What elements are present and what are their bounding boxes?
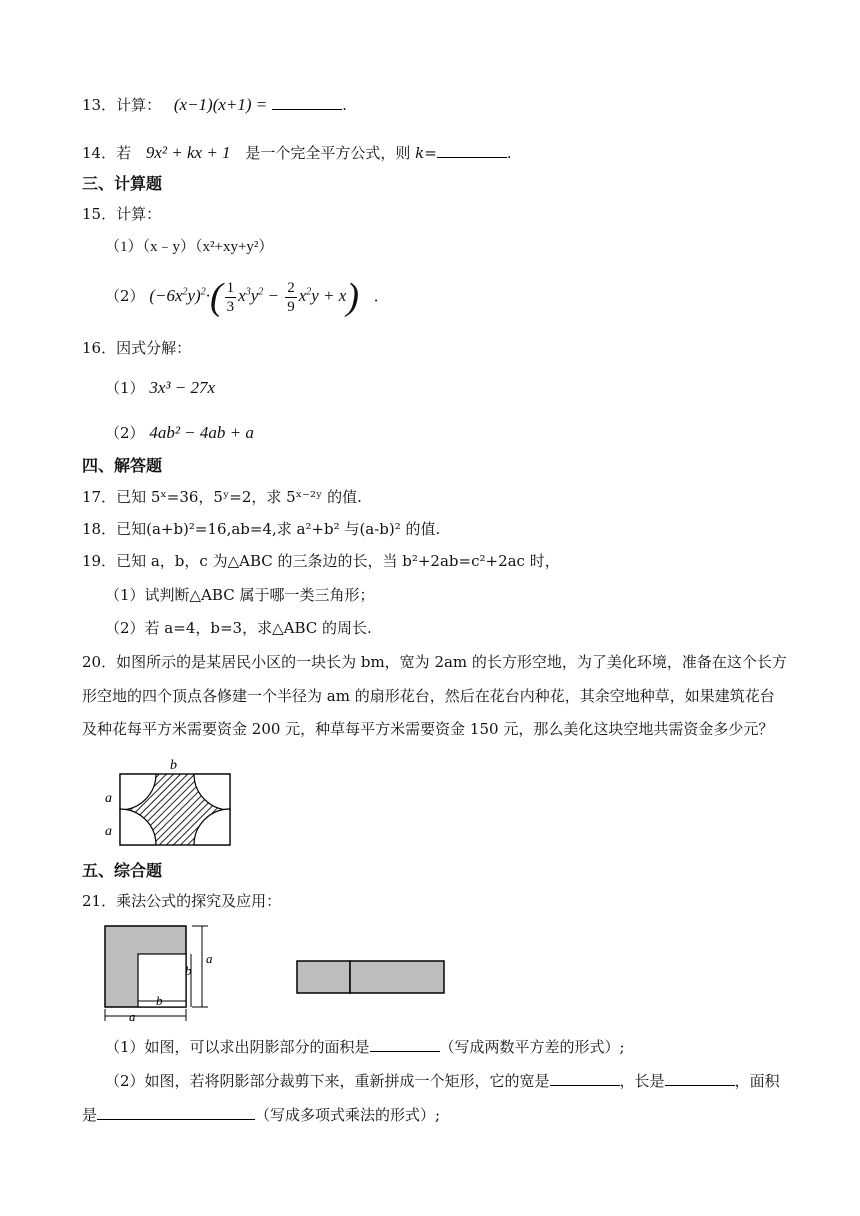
- question-13: [82, 94, 347, 115]
- section-4-title: 四、解答题: [82, 456, 163, 475]
- q16-part2: [105, 423, 254, 443]
- q16-part2-label: （2）: [105, 424, 145, 442]
- q20-line1: 20．如图所示的是某居民小区的一块长为 bm，宽为 2am 的长方形空地，为了美化环境，准备在这个长方: [82, 653, 787, 671]
- q15-part2-label: （2）: [105, 287, 145, 305]
- q13-answer-blank[interactable]: [272, 94, 342, 110]
- q21-part2-length-text: ，长是: [619, 1072, 665, 1090]
- question-14: [82, 142, 512, 163]
- section-5-title: 五、综合题: [82, 861, 163, 880]
- q14-label: 14．若: [82, 144, 132, 162]
- q21-figures: [100, 920, 450, 1023]
- q19-part1: （1）试判断△ABC 属于哪一类三角形；: [105, 586, 375, 604]
- q14-answer-blank[interactable]: [437, 142, 507, 158]
- q21-rect-left-part: [297, 961, 350, 993]
- q21-width-blank[interactable]: [550, 1070, 620, 1086]
- q20-rectangle-figure: [100, 755, 235, 850]
- section-3-title: 三、计算题: [82, 174, 163, 193]
- q21-part1: [105, 1036, 625, 1057]
- q21-fig-label-a-bottom: a: [129, 1009, 136, 1023]
- q21-fig-label-b-bottom: b: [156, 993, 163, 1008]
- q20-line2: 形空地的四个顶点各修建一个半径为 am 的扇形花台，然后在花台内种花，其余空地种草，如果建筑花台: [82, 687, 775, 705]
- q21-part2: [105, 1070, 780, 1091]
- q20-fig-label-a1: a: [105, 791, 112, 806]
- q16-part1-expression: 3x³ − 27x: [149, 378, 215, 397]
- q21-part1-tail: （写成两数平方差的形式）;: [439, 1038, 625, 1056]
- q21-length-blank[interactable]: [665, 1070, 735, 1086]
- q21-part2-text: （2）如图，若将阴影部分裁剪下来，重新拼成一个矩形，它的宽是: [105, 1072, 550, 1090]
- q15-part2: [105, 276, 389, 317]
- q21-fig-label-b-right: b: [185, 963, 192, 978]
- q20-line3: 及种花每平方米需要资金 200 元，种草每平方米需要资金 150 元，那么美化这块空地共需资金多少元？: [82, 720, 774, 738]
- q19-part2: （2）若 a=4，b=3，求△ABC 的周长.: [105, 619, 372, 637]
- q16-part2-expression: 4ab² − 4ab + a: [149, 423, 254, 442]
- q21-part2-area-text: ，面积: [734, 1072, 780, 1090]
- q15-part2-period: ．: [373, 287, 389, 305]
- q14-equals: =: [424, 144, 437, 162]
- q21-part2-cont: [82, 1104, 440, 1125]
- q13-period: .: [342, 96, 347, 114]
- q21-part2-tail: （写成多项式乘法的形式）;: [255, 1106, 441, 1124]
- question-17: 17．已知 5ˣ=36，5ʸ=2，求 5ˣ⁻²ʸ 的值.: [82, 488, 362, 506]
- q21-rect-right-part: [350, 961, 444, 993]
- q15-part1: （1）（x﹣y）（x²+xy+y²）: [105, 239, 274, 255]
- q21-area-blank[interactable]: [97, 1104, 255, 1120]
- q21-part2-shi: 是: [82, 1106, 98, 1124]
- q14-expression: 9x² + kx + 1: [145, 143, 231, 162]
- q15-part2-expression: $(-6x^2y)^2\cdot$( $\frac{1}{3}$ $x^3y^2$ − $\frac{2}{9}$ $x^2y + x$): [149, 276, 359, 319]
- q14-k: k: [415, 144, 425, 162]
- q14-middle-text: 是一个完全平方公式，则: [245, 144, 411, 162]
- q16-label: 16．因式分解：: [82, 339, 192, 357]
- q16-part1: [105, 378, 215, 398]
- q21-part1-blank[interactable]: [370, 1036, 440, 1052]
- q14-period: .: [506, 144, 512, 162]
- question-19: 19．已知 a，b，c 为△ABC 的三条边的长，当 b²+2ab=c²+2ac 时，: [82, 552, 560, 570]
- q21-fig-label-a-right: a: [206, 951, 213, 966]
- question-18: 18．已知(a+b)²=16,ab=4,求 a²+b² 与(a-b)² 的值.: [82, 520, 441, 538]
- q20-fig-label-b: b: [170, 758, 177, 773]
- q20-fig-label-a2: a: [105, 824, 112, 839]
- q21-part1-text: （1）如图，可以求出阴影部分的面积是: [105, 1038, 370, 1056]
- q13-expression: (x−1)(x+1) =: [173, 95, 268, 114]
- q13-label: 13．计算：: [82, 96, 162, 114]
- q16-part1-label: （1）: [105, 379, 145, 397]
- q21-label: 21．乘法公式的探究及应用：: [82, 892, 282, 910]
- q15-label: 15．计算：: [82, 205, 162, 223]
